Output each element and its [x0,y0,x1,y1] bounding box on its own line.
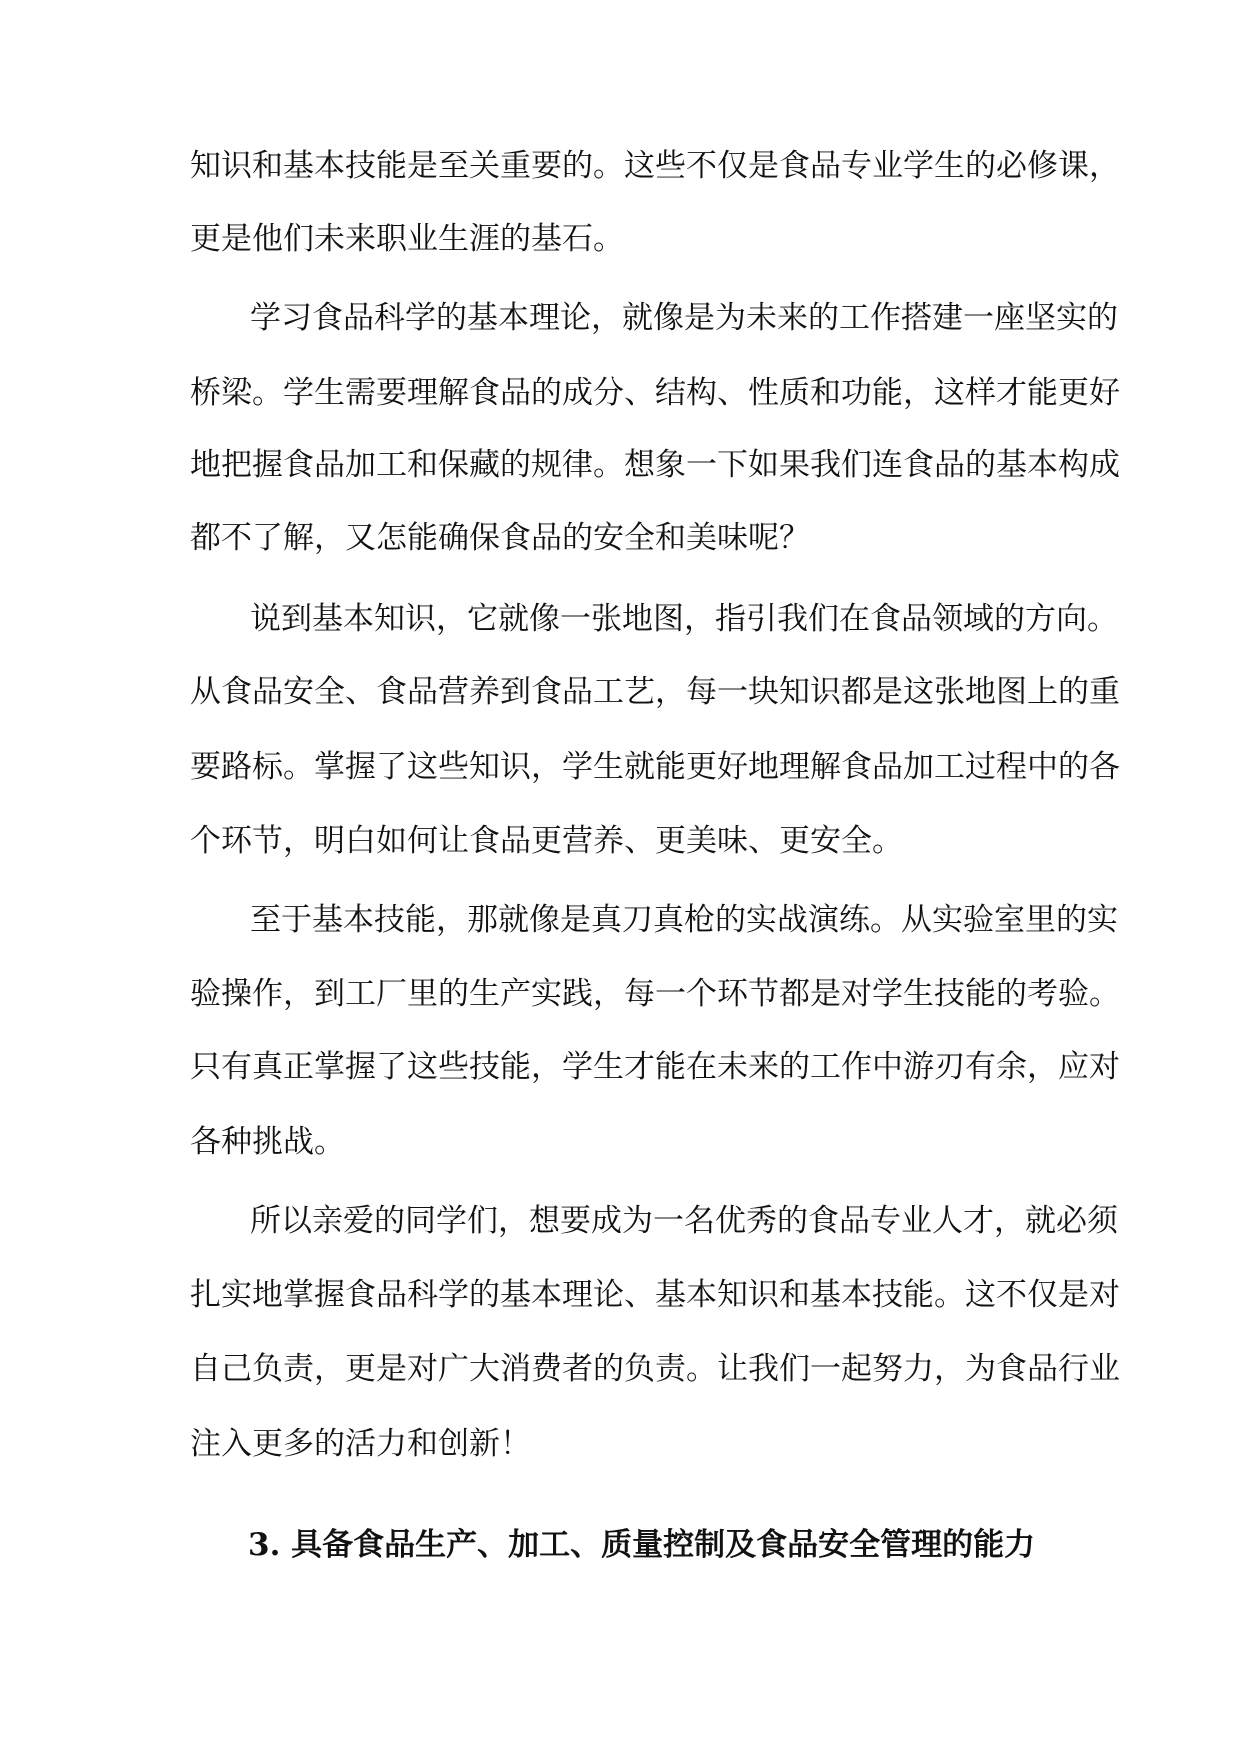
paragraph-3-line-1: 说到基本知识，它就像一张地图，指引我们在食品领域的方向。 [250,601,1118,637]
paragraph-3-line-2: 从食品安全、食品营养到食品工艺，每一块知识都是这张地图上的重 [190,674,1120,710]
paragraph-2-line-3: 地把握食品加工和保藏的规律。想象一下如果我们连食品的基本构成 [190,447,1120,483]
paragraph-4-line-1: 至于基本技能，那就像是真刀真枪的实战演练。从实验室里的实 [250,902,1118,938]
paragraph-5-line-1: 所以亲爱的同学们，想要成为一名优秀的食品专业人才，就必须 [250,1203,1118,1239]
paragraph-3-line-3: 要路标。掌握了这些知识，学生就能更好地理解食品加工过程中的各 [190,749,1120,785]
paragraph-4-line-4: 各种挑战。 [190,1124,345,1160]
paragraph-4-line-3: 只有真正掌握了这些技能，学生才能在未来的工作中游刃有余，应对 [190,1049,1120,1085]
section-heading: 3. 具备食品生产、加工、质量控制及食品安全管理的能力 [248,1527,1036,1563]
paragraph-5-line-3: 自己负责，更是对广大消费者的负责。让我们一起努力，为食品行业 [190,1351,1120,1387]
paragraph-5-line-2: 扎实地掌握食品科学的基本理论、基本知识和基本技能。这不仅是对 [190,1277,1120,1313]
paragraph-4-line-2: 验操作，到工厂里的生产实践，每一个环节都是对学生技能的考验。 [190,976,1120,1012]
paragraph-2-line-2: 桥梁。学生需要理解食品的成分、结构、性质和功能，这样才能更好 [190,375,1120,411]
paragraph-5-line-4: 注入更多的活力和创新！ [190,1426,531,1462]
paragraph-1-line-2: 更是他们未来职业生涯的基石。 [190,221,624,257]
paragraph-2-line-1: 学习食品科学的基本理论，就像是为未来的工作搭建一座坚实的 [250,300,1118,336]
paragraph-3-line-4: 个环节，明白如何让食品更营养、更美味、更安全。 [190,823,903,859]
paragraph-2-line-4: 都不了解，又怎能确保食品的安全和美味呢？ [190,520,810,556]
paragraph-1-line-1: 知识和基本技能是至关重要的。这些不仅是食品专业学生的必修课， [190,148,1120,184]
